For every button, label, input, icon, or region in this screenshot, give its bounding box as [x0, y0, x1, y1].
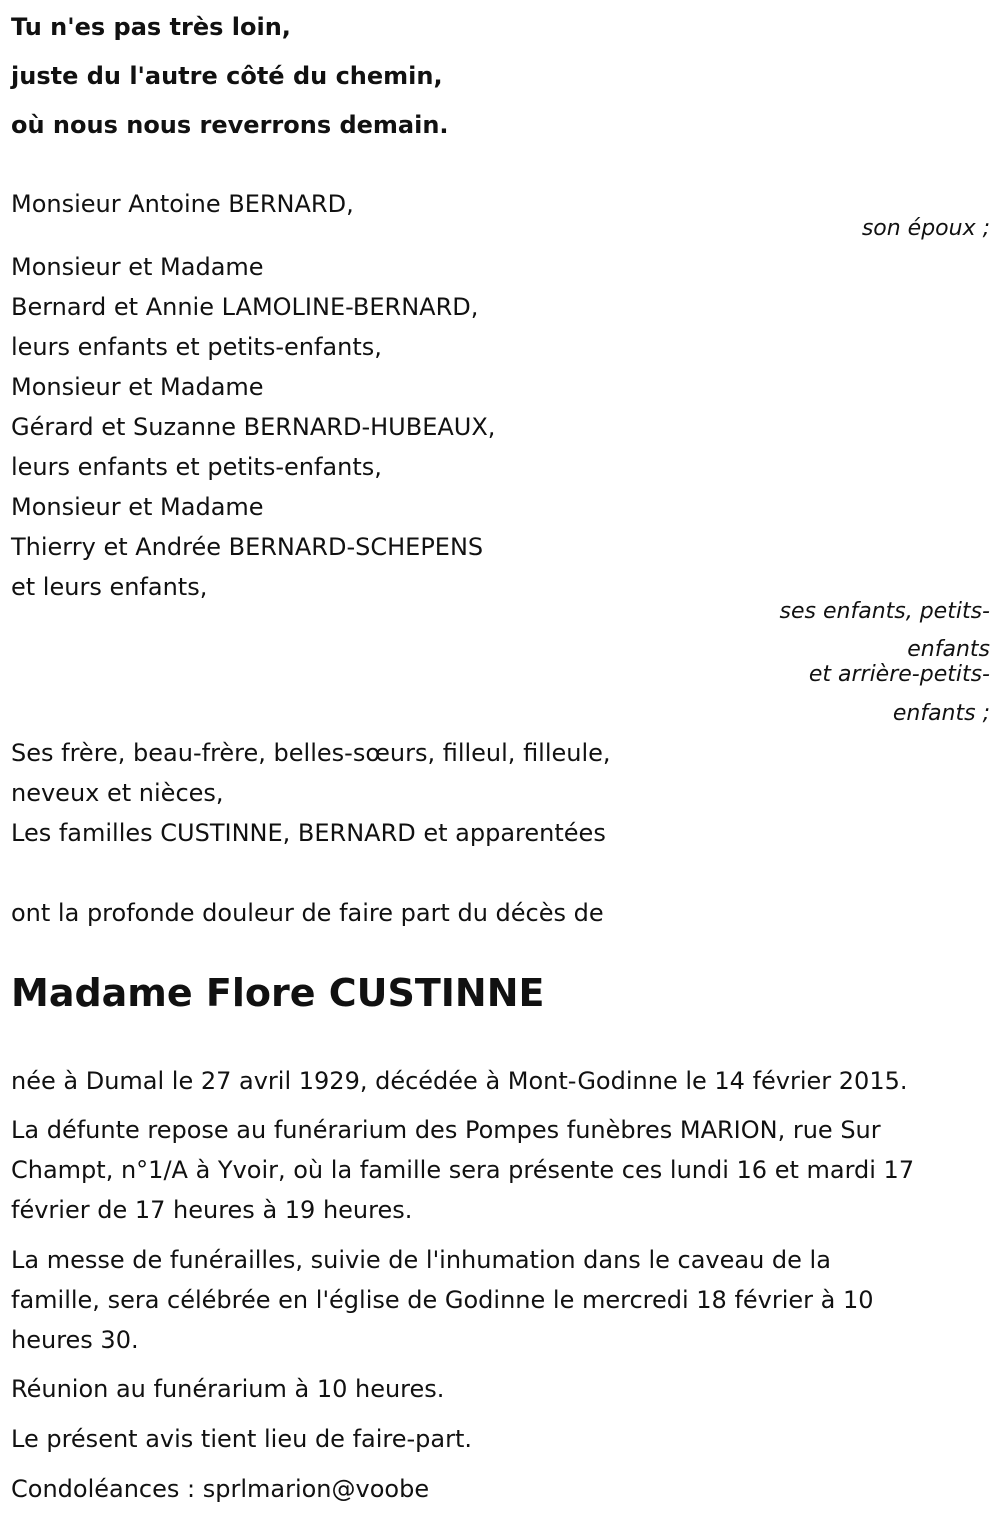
deceased-name: Madame Flore CUSTINNE	[11, 971, 545, 1015]
relatives-line: neveux et nièces,	[11, 779, 224, 807]
announcement-text: ont la profonde douleur de faire part du décès de	[11, 899, 604, 927]
children-line: Monsieur et Madame	[11, 493, 264, 521]
details-line: Réunion au funérarium à 10 heures.	[11, 1375, 445, 1403]
details-line: Champt, n°1/A à Yvoir, où la famille sera présente ces lundi 16 et mardi 17	[11, 1156, 915, 1184]
children-line: leurs enfants et petits-enfants,	[11, 333, 382, 361]
details-line: heures 30.	[11, 1326, 139, 1354]
poem-line: juste du l'autre côté du chemin,	[11, 62, 443, 90]
children-relation: et arrière-petits-	[808, 662, 990, 687]
children-line: Monsieur et Madame	[11, 253, 264, 281]
children-relation: enfants	[907, 637, 990, 662]
poem-line: où nous nous reverrons demain.	[11, 111, 449, 139]
condolences-line: Condoléances : sprlmarion@voobe	[11, 1475, 430, 1503]
details-line: Le présent avis tient lieu de faire-part.	[11, 1425, 473, 1453]
relatives-line: Les familles CUSTINNE, BERNARD et apparentées	[11, 819, 606, 847]
children-line: leurs enfants et petits-enfants,	[11, 453, 382, 481]
relatives-line: Ses frère, beau-frère, belles-sœurs, filleul, filleule,	[11, 739, 611, 767]
children-line: Bernard et Annie LAMOLINE-BERNARD,	[11, 293, 479, 321]
children-relation: enfants ;	[892, 701, 990, 726]
spouse-name: Monsieur Antoine BERNARD,	[11, 190, 354, 218]
children-relation: ses enfants, petits-	[779, 599, 990, 624]
details-line: La messe de funérailles, suivie de l'inhumation dans le caveau de la	[11, 1246, 831, 1274]
details-line: La défunte repose au funérarium des Pompes funèbres MARION, rue Sur	[11, 1116, 881, 1144]
details-line: février de 17 heures à 19 heures.	[11, 1196, 413, 1224]
poem-line: Tu n'es pas très loin,	[11, 13, 291, 41]
children-line: et leurs enfants,	[11, 573, 208, 601]
details-line: née à Dumal le 27 avril 1929, décédée à Mont-Godinne le 14 février 2015.	[11, 1067, 908, 1095]
spouse-relation: son époux ;	[861, 216, 990, 241]
children-line: Monsieur et Madame	[11, 373, 264, 401]
children-line: Gérard et Suzanne BERNARD-HUBEAUX,	[11, 413, 496, 441]
details-line: famille, sera célébrée en l'église de Godinne le mercredi 18 février à 10	[11, 1286, 874, 1314]
children-line: Thierry et Andrée BERNARD-SCHEPENS	[11, 533, 484, 561]
